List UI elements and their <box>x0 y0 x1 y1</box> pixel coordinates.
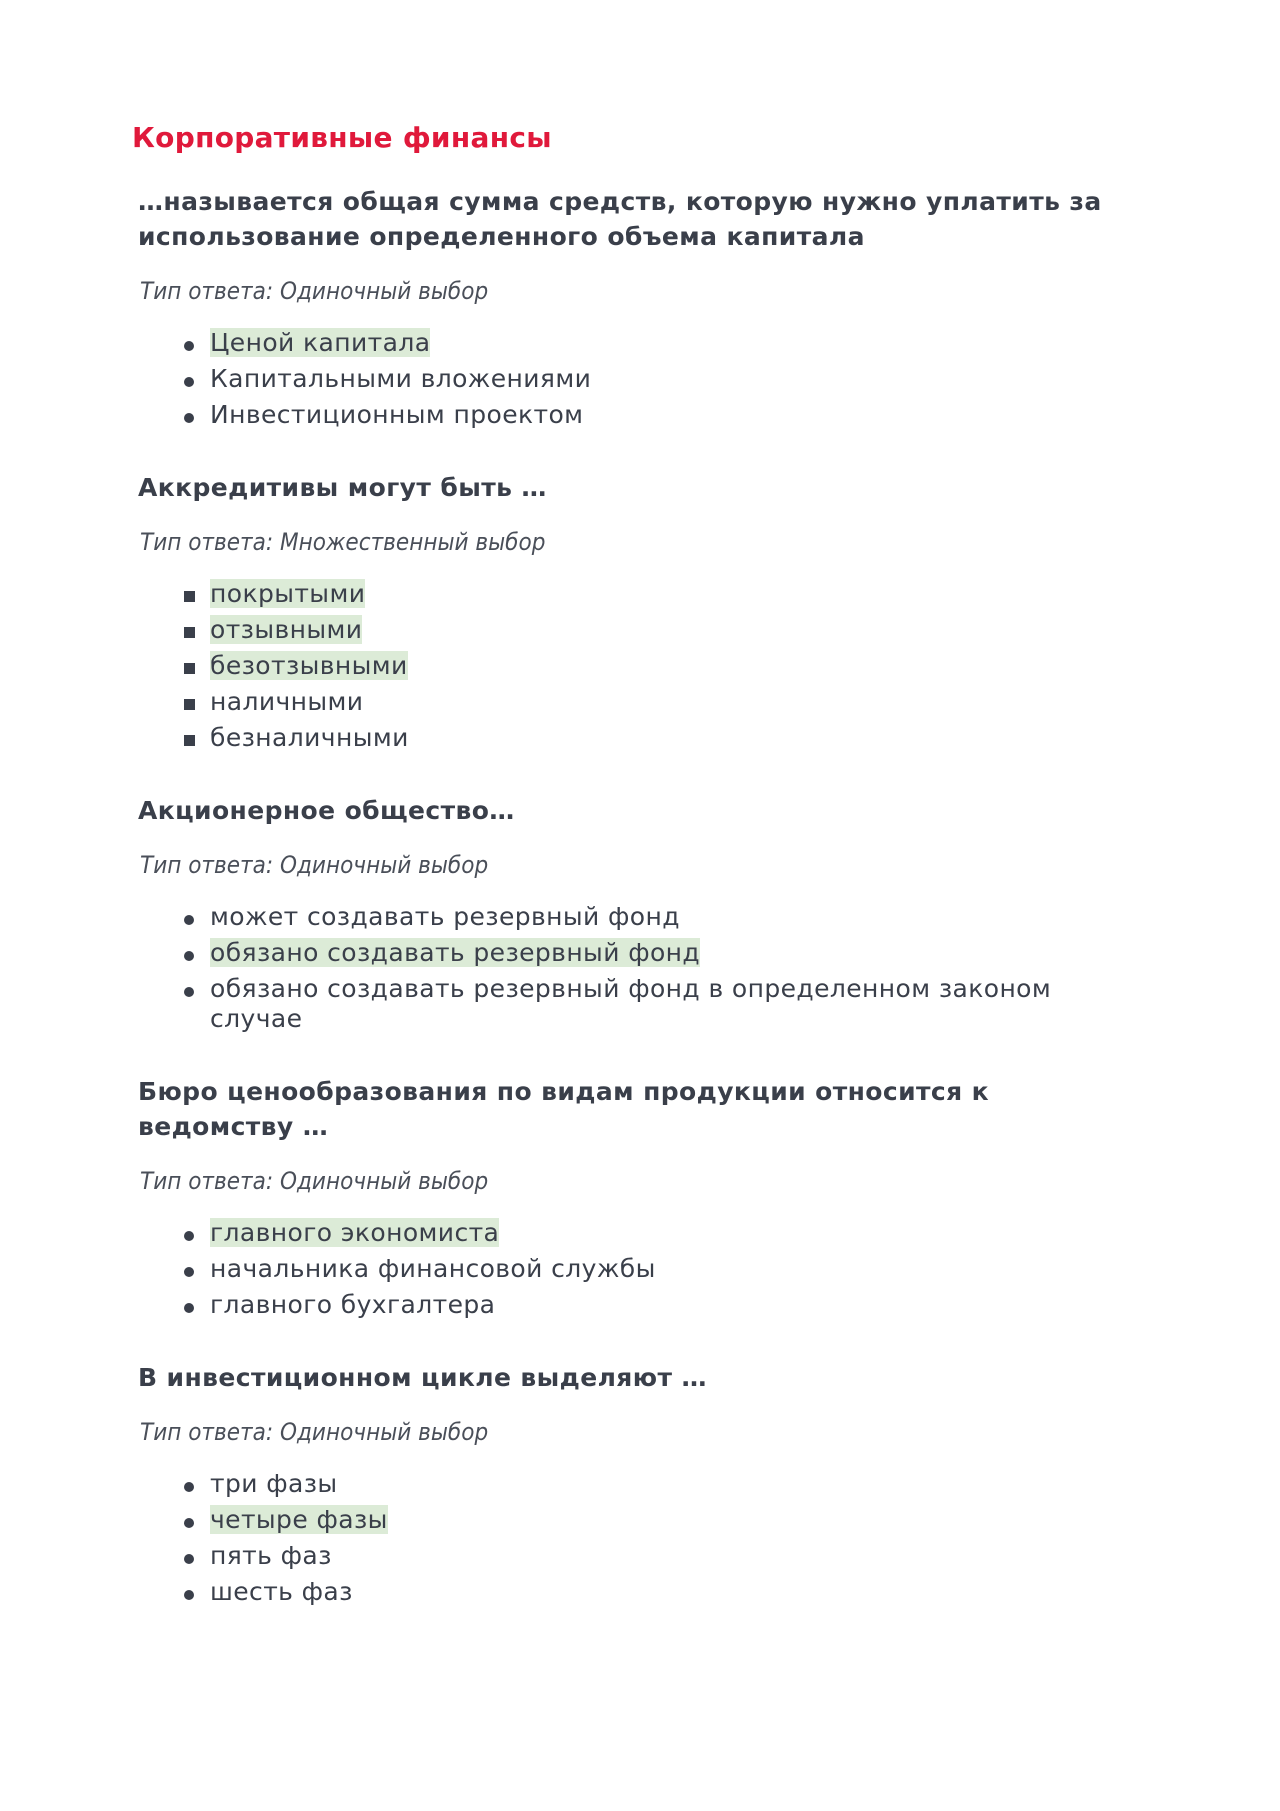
document-page <box>132 118 1142 1647</box>
bullet-dot-icon <box>182 974 196 1004</box>
page-title: Корпоративные финансы <box>132 121 552 154</box>
bullet-dot-icon <box>182 938 196 968</box>
answer-option-text: наличными <box>210 687 364 716</box>
bullet-dot-icon <box>182 1505 196 1535</box>
answer-option <box>132 615 1142 645</box>
answer-type: Тип ответа: Множественный выбор <box>140 528 546 556</box>
answer-type: Тип ответа: Одиночный выбор <box>140 277 489 305</box>
bullet-square-icon <box>182 615 196 645</box>
question-text: Аккредитивы могут быть … <box>138 473 547 502</box>
bullet-dot-icon <box>182 328 196 358</box>
bullet-dot-icon <box>182 1254 196 1284</box>
bullet-dot-icon <box>182 1469 196 1499</box>
question-text: Бюро ценообразования по видам продукции относится к ведомству … <box>138 1077 990 1141</box>
answer-option-text: Инвестиционным проектом <box>210 400 584 429</box>
question-block <box>132 793 1142 1034</box>
bullet-dot-icon <box>182 902 196 932</box>
bullet-dot-icon <box>182 1218 196 1248</box>
bullet-dot-icon <box>182 1290 196 1320</box>
answer-option <box>132 1577 1142 1607</box>
answer-option <box>132 1254 1142 1284</box>
answer-option <box>132 1541 1142 1571</box>
bullet-dot-icon <box>182 1577 196 1607</box>
answer-option-text: начальника финансовой службы <box>210 1254 656 1283</box>
bullet-dot-icon <box>182 364 196 394</box>
answer-option <box>132 400 1142 430</box>
answer-option-text: три фазы <box>210 1469 338 1498</box>
question-text: Акционерное общество… <box>138 796 515 825</box>
answer-option <box>132 687 1142 717</box>
answer-option-correct: безотзывными <box>210 651 408 680</box>
answer-option-text: шесть фаз <box>210 1577 353 1606</box>
question-block <box>132 184 1142 430</box>
answer-list <box>132 328 1142 430</box>
question-block <box>132 470 1142 753</box>
answer-option <box>132 723 1142 753</box>
answer-option-text: Капитальными вложениями <box>210 364 592 393</box>
answer-option <box>132 1290 1142 1320</box>
answer-option <box>132 902 1142 932</box>
bullet-square-icon <box>182 687 196 717</box>
answer-option-text: может создавать резервный фонд <box>210 902 680 931</box>
answer-option-text: обязано создавать резервный фонд в определенном законом случае <box>210 974 1052 1033</box>
answer-list <box>132 902 1142 1034</box>
question-block <box>132 1074 1142 1320</box>
answer-list <box>132 1469 1142 1607</box>
answer-list <box>132 1218 1142 1320</box>
answer-type: Тип ответа: Одиночный выбор <box>140 851 489 879</box>
answer-option-correct: главного экономиста <box>210 1218 500 1247</box>
answer-option-text: главного бухгалтера <box>210 1290 496 1319</box>
answer-option <box>132 938 1142 968</box>
answer-option <box>132 1218 1142 1248</box>
question-text: …называется общая сумма средств, которую нужно уплатить за использование определенного объема капитала <box>138 187 1102 251</box>
bullet-dot-icon <box>182 1541 196 1571</box>
answer-option-correct: обязано создавать резервный фонд <box>210 938 701 967</box>
bullet-square-icon <box>182 651 196 681</box>
question-text: В инвестиционном цикле выделяют … <box>138 1363 707 1392</box>
answer-option-correct: отзывными <box>210 615 363 644</box>
answer-option-text: пять фаз <box>210 1541 332 1570</box>
answer-option <box>132 364 1142 394</box>
answer-option <box>132 328 1142 358</box>
answer-option-correct: Ценой капитала <box>210 328 431 357</box>
answer-list <box>132 579 1142 753</box>
answer-option <box>132 651 1142 681</box>
answer-type: Тип ответа: Одиночный выбор <box>140 1167 489 1195</box>
answer-type: Тип ответа: Одиночный выбор <box>140 1418 489 1446</box>
bullet-square-icon <box>182 723 196 753</box>
answer-option <box>132 579 1142 609</box>
bullet-square-icon <box>182 579 196 609</box>
bullet-dot-icon <box>182 400 196 430</box>
answer-option-correct: четыре фазы <box>210 1505 388 1534</box>
answer-option <box>132 974 1142 1034</box>
answer-option-correct: покрытыми <box>210 579 366 608</box>
answer-option <box>132 1505 1142 1535</box>
answer-option <box>132 1469 1142 1499</box>
question-block <box>132 1360 1142 1607</box>
answer-option-text: безналичными <box>210 723 409 752</box>
